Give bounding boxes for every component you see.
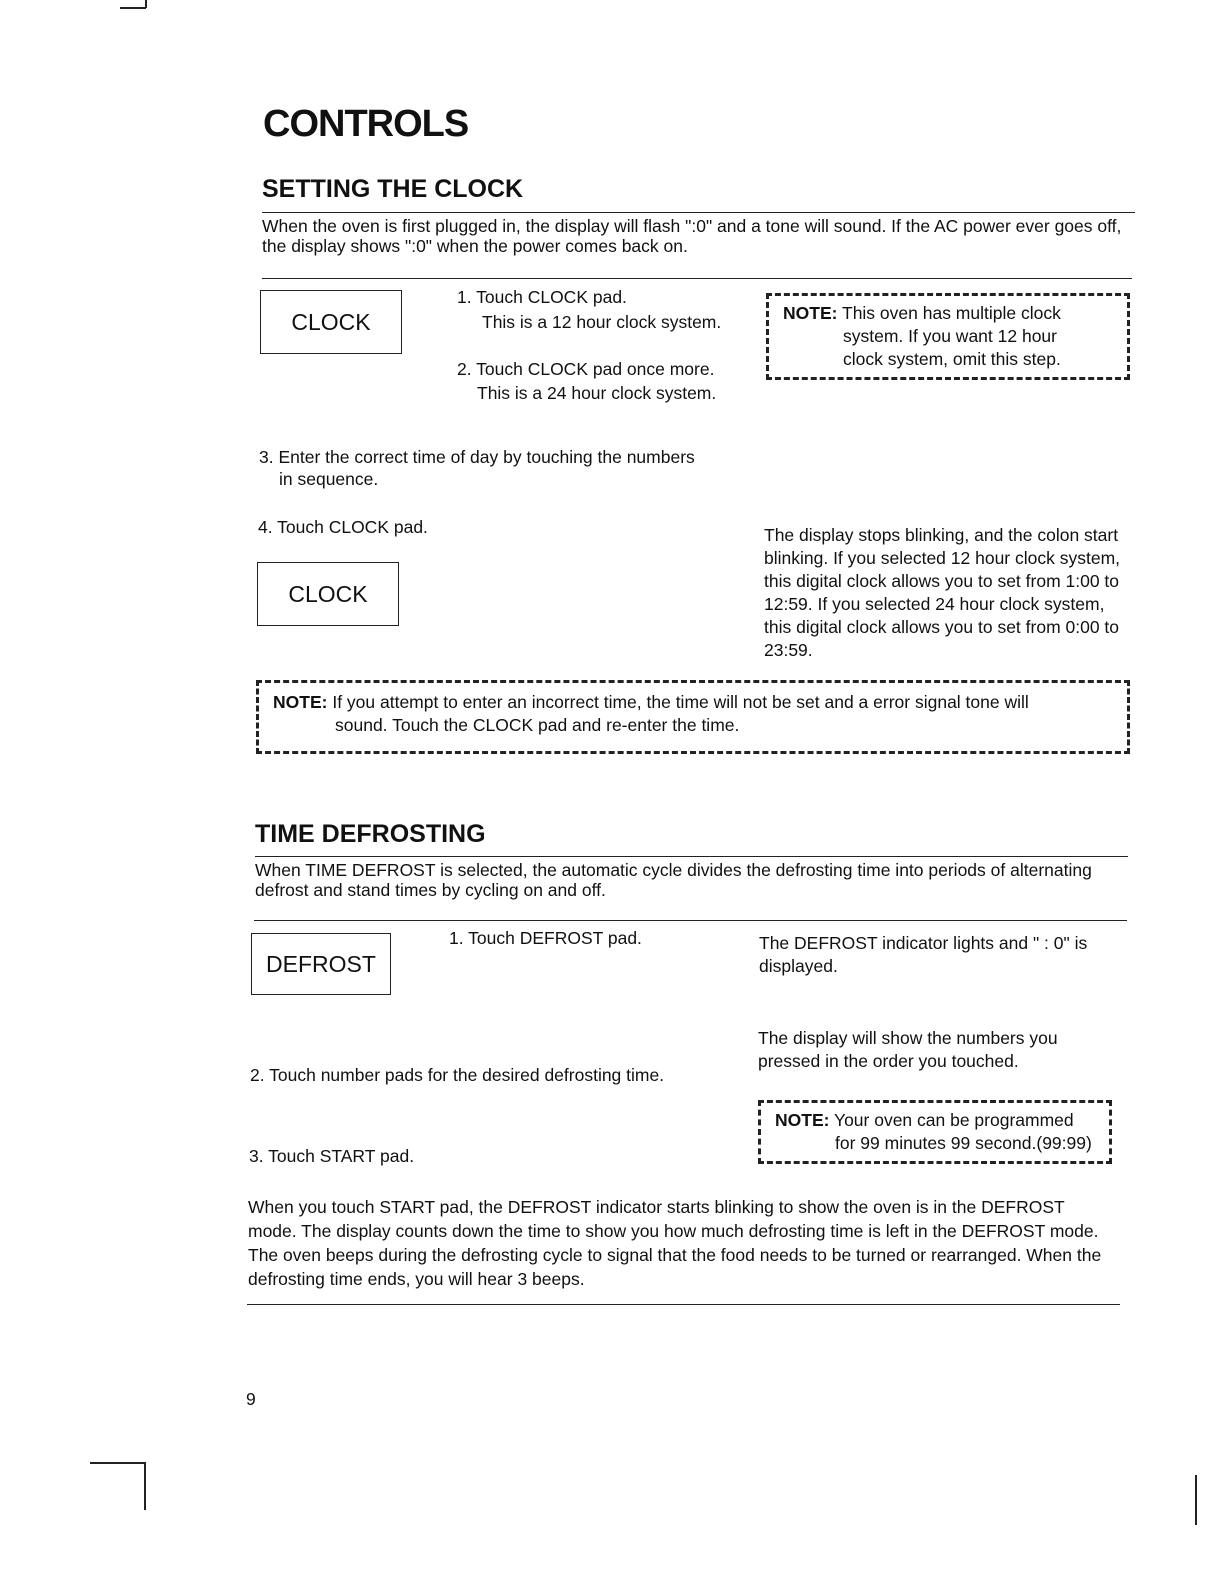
clock-step-1: 1. Touch CLOCK pad.	[457, 287, 627, 307]
clock-step-4: 4. Touch CLOCK pad.	[258, 517, 428, 537]
note-text: If you attempt to enter an incorrect time, the time will not be set and a error signal tone will	[332, 692, 1029, 712]
clock-step-1-sub: This is a 12 hour clock system.	[482, 312, 722, 332]
crop-mark	[1195, 1475, 1197, 1525]
note-text: sound. Touch the CLOCK pad and re-enter the time.	[335, 715, 740, 735]
section-heading-defrost: TIME DEFROSTING	[255, 820, 486, 848]
defrost-pad: DEFROST	[251, 933, 391, 995]
note-text: system. If you want 12 hour	[843, 326, 1057, 346]
clock-step-3: 3. Enter the correct time of day by touching the numbers	[259, 447, 695, 467]
defrost-outro: When you touch START pad, the DEFROST indicator starts blinking to show the oven is in the DEFROST mode. The display counts down the time to show you how much defrosting time is left in the DEFROST mode. The oven beeps during the defrosting cycle to signal that the food needs to be turned or rearranged. When the defrosting time ends, you will hear 3 beeps.	[248, 1197, 1102, 1289]
defrost-step-3: 3. Touch START pad.	[249, 1146, 415, 1166]
crop-mark	[90, 1462, 145, 1464]
note-text: Your oven can be programmed	[834, 1110, 1074, 1130]
defrost-intro: When TIME DEFROST is selected, the automatic cycle divides the defrosting time into periods of alternating defrost and stand times by cycling on and off.	[255, 860, 1092, 900]
note-text: for 99 minutes 99 second.(99:99)	[835, 1133, 1092, 1153]
clock-step-3-cont: in sequence.	[279, 469, 379, 489]
clock-step-4-description: The display stops blinking, and the colon start blinking. If you selected 12 hour clock system, this digital clock allows you to set from 1:00 to 12:59. If you selected 24 hour clock system, this digital clock allows you to set from 0:00 to 23:59.	[764, 525, 1121, 660]
clock-step-2: 2. Touch CLOCK pad once more.	[457, 359, 715, 379]
crop-mark	[120, 7, 146, 9]
note-box-defrost-max	[758, 1100, 1112, 1164]
divider	[254, 920, 1127, 921]
note-box-clock-system	[766, 293, 1130, 380]
clock-pad: CLOCK	[260, 290, 402, 354]
note-text: This oven has multiple clock	[842, 303, 1061, 323]
defrost-step-1-description: The DEFROST indicator lights and " : 0" is displayed.	[759, 933, 1088, 976]
divider	[262, 212, 1135, 213]
note-box-incorrect-time	[256, 680, 1130, 754]
divider	[255, 856, 1128, 857]
divider	[247, 1304, 1120, 1305]
defrost-step-2-description: The display will show the numbers you pressed in the order you touched.	[758, 1028, 1058, 1071]
note-label: NOTE:	[775, 1110, 830, 1130]
clock-pad: CLOCK	[257, 562, 399, 626]
page-number: 9	[246, 1389, 256, 1409]
clock-step-2-sub: This is a 24 hour clock system.	[477, 383, 717, 403]
section-heading-clock: SETTING THE CLOCK	[262, 175, 524, 203]
note-label: NOTE:	[783, 303, 838, 323]
page-title: CONTROLS	[263, 103, 469, 145]
defrost-step-2: 2. Touch number pads for the desired defrosting time.	[250, 1065, 665, 1085]
note-label: NOTE:	[273, 692, 328, 712]
clock-intro: When the oven is first plugged in, the display will flash ":0" and a tone will sound. If the AC power ever goes off, the display shows ":0" when the power comes back on.	[262, 216, 1122, 256]
defrost-step-1: 1. Touch DEFROST pad.	[449, 928, 642, 948]
crop-mark	[144, 1462, 146, 1510]
note-text: clock system, omit this step.	[843, 349, 1061, 369]
divider	[262, 278, 1132, 279]
